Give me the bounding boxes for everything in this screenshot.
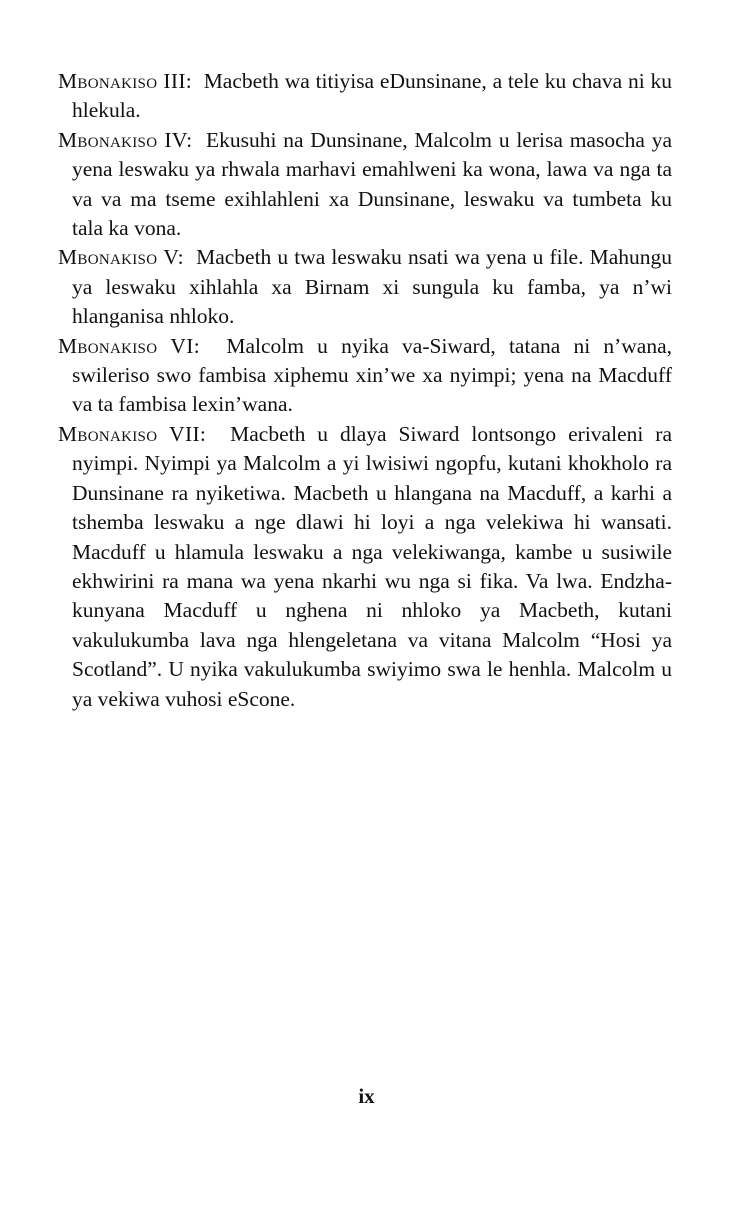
scene-entry-6 xyxy=(58,332,672,420)
scene-label: Mbonakiso V: xyxy=(58,245,184,270)
scene-text: Macbeth u dlaya Siward lontsongo erivaleni ra nyimpi. Nyimpi ya Malcolm a yi lwisiwi ngopfu, kutani khokholo ra Dunsinane ra nyiketiwa. Macbeth u hlangana na Macduff, a karhi a tshemba leswaku a nge dlawi hi loyi a nga velekiwa hi wansati. Macduff u hlamula leswaku a nga velekiwanga, kambe u susiwile ekhwirini ra mana wa yena nkarhi wu nga si fika. Va lwa. Endzhakunyana Macduff u nghena ni nhloko ya Macbeth, kutani vakulukumba lava nga hlengeletana va vitana Malcolm “Hosi ya Scotland”. U nyika vakulukumba swiyimo swa le henhla. Malcolm u ya vekiwa vuhosi eScone. xyxy=(72,421,672,711)
scene-label: Mbonakiso VI: xyxy=(58,333,200,358)
scene-text: Malcolm u nyika va-Siward, tatana ni n’wana, swileriso swo fambisa xiphemu xin’we xa nyimpi; yena na Macduff va ta fambisa lexin’wana. xyxy=(72,333,673,417)
scene-label: Mbonakiso III: xyxy=(58,69,193,93)
scene-text: Macbeth wa titiyisa eDunsinane, a tele ku chava ni ku hlekula. xyxy=(72,69,672,123)
page-number: ix xyxy=(358,1084,375,1108)
scene-text: Macbeth u twa leswaku nsati wa yena u file. Mahungu ya leswaku xihlahla xa Birnam xi sungula ku famba, ya n’wi hlanganisa nhloko. xyxy=(72,245,672,329)
scene-label: Mbonakiso VII: xyxy=(58,421,207,446)
scene-entry-7 xyxy=(58,420,672,714)
scene-entry-4 xyxy=(58,126,672,244)
scene-summary-list xyxy=(58,67,672,714)
scene-entry-5 xyxy=(58,243,672,331)
scene-text: Ekusuhi na Dunsinane, Malcolm u lerisa masocha ya yena leswaku ya rhwala marhavi emahlweni ka wona, lawa va nga ta va va ma tseme exihlahleni xa Dunsinane, leswaku va tumbeta ku tala ka vona. xyxy=(72,127,672,241)
scene-entry-3 xyxy=(58,67,672,126)
scene-label: Mbonakiso IV: xyxy=(58,127,193,152)
